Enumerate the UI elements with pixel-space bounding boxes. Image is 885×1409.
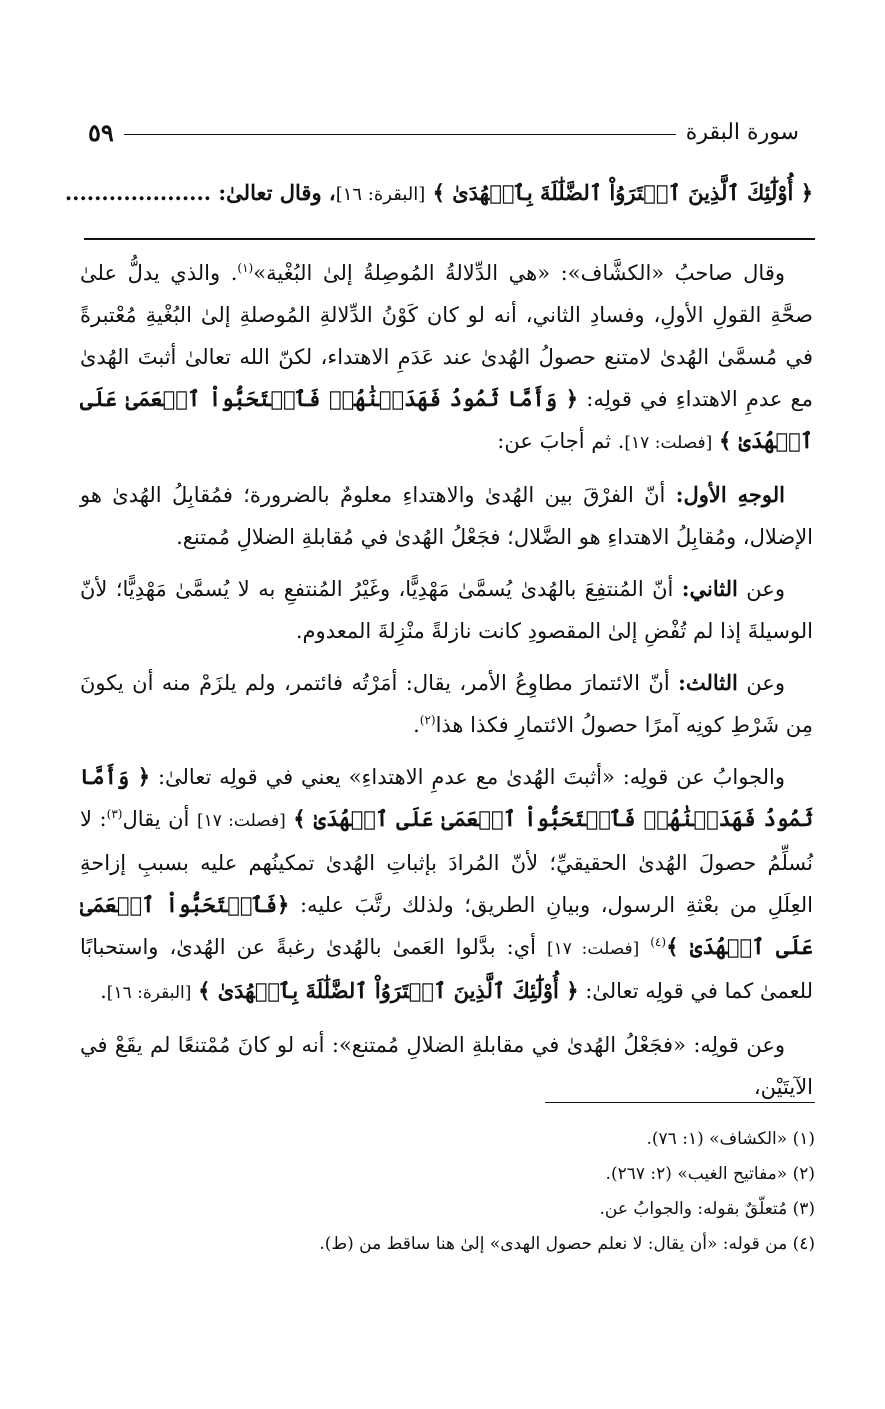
p3-text: أنّ المُنتفِعَ بالهُدىٰ يُسمَّىٰ مَهْدِيًّا، وغَيْرُ المُنتفعِ به لا يُسمَّىٰ مَهْدِيًّا؛ لأنّ الوسيلةَ إذا لم تُفْضِ إلىٰ المقصودِ كانت نازلةً منْزِلةَ المعدوم.	[80, 577, 813, 643]
header-dots: ....................	[64, 180, 212, 205]
p1-verse: ﴿ وَأَمَّا ثَمُودُ فَهَدَيۡنَٰهُمۡ فَٱسۡتَحَبُّواْ ٱلۡعَمَىٰ عَلَى ٱلۡهُدَىٰ ﴾	[80, 386, 813, 453]
p2-text: أنّ الفرْقَ بين الهُدىٰ والاهتداءِ معلومٌ بالضرورة؛ فمُقابِلُ الهُدىٰ هو الإضلال، ومُقابِلُ الاهتداءِ هو الضَّلال؛ فجَعْلُ الهُدىٰ في مُقابلةِ الضلالِ مُمتنع.	[80, 483, 813, 549]
footnote-rule	[545, 1102, 815, 1103]
paragraph-6	[80, 1024, 813, 1108]
p5-ref-2: [فصلت: ١٧]	[547, 939, 640, 959]
header-rule	[124, 134, 676, 135]
p4-text: أنّ الائتمارَ مطاوِعُ الأمر، يقال: أمَرْتُه فائتمر، ولم يلزَمْ منه أن يكونَ مِن شَرْطِ كونِه آمرًا حصولُ الائتمارِ فكذا هذا	[80, 671, 813, 737]
paragraph-5	[80, 756, 813, 1014]
footnote-2: (٢) «مفاتيح الغيب» (٢: ٢٦٧).	[605, 1164, 815, 1184]
footnote-ref-3: (٣)	[106, 807, 123, 821]
p1-text-b: . والذي يدلُّ علىٰ صحَّةِ القولِ الأولِ، وفسادِ الثاني، أنه لو كان كَوْنُ الدِّلالةِ المُوصلةِ إلىٰ البُغْيةِ مُعْتبرةً في مُسمَّىٰ الهُدىٰ لامتنع حصولُ الهُدىٰ عند عَدَمِ الاهتداء، لكنّ الله تعالىٰ أثبتَ الهُدىٰ مع عدمِ الاهتداءِ في قولِه:	[80, 261, 813, 411]
page-number: ٥٩	[88, 117, 114, 147]
p5-text-a: والجوابُ عن قولِه: «أثبتَ الهُدىٰ مع عدمِ الاهتداءِ» يعني في قولِه تعالىٰ:	[157, 765, 785, 789]
paragraph-4	[80, 662, 813, 746]
p5-verse-1: ﴿ وَأَمَّا ثَمُودُ فَهَدَيۡنَٰهُمۡ فَٱسۡتَحَبُّواْ ٱلۡعَمَىٰ عَلَى ٱلۡهُدَىٰ ﴾	[80, 764, 814, 831]
paragraph-3	[80, 568, 813, 652]
footnotes	[90, 1122, 815, 1262]
p6-text: وعن قولِه: «فجَعْلُ الهُدىٰ في مقابلةِ الضلالِ مُمتنع»: أنه لو كانَ مُمْتنعًا لم يقَعْ في الآيتَيْن،	[80, 1033, 813, 1099]
running-header	[88, 112, 799, 152]
p5-text-c: : لا نُسلِّمُ حصولَ الهُدىٰ الحقيقيِّ؛ لأنّ المُرادَ بإثباتِ الهُدىٰ تمكينُهم عليه بسببِ إزاحةِ العِلَلِ من بعْثةِ الرسول، وبيانِ الطريق؛ ولذلك رتَّبَ عليه:	[80, 807, 813, 917]
p5-verse-3: ﴿ أُوْلَٰٓئِكَ ٱلَّذِينَ ٱشۡتَرَوُاْ ٱلضَّلَٰلَةَ بِٱلۡهُدَىٰ ﴾	[198, 978, 579, 1003]
p5-ref-3: [البقرة: ١٦]	[106, 983, 192, 1003]
header-verse: ﴿ أُوْلَٰٓئِكَ ٱلَّذِينَ ٱشۡتَرَوُاْ ٱلضَّلَٰلَةَ بِٱلۡهُدَىٰ ﴾	[432, 180, 813, 205]
footnote-ref-1: (١)	[237, 261, 254, 275]
p5-end: .	[100, 979, 107, 1003]
footnote-ref-2: (٢)	[419, 713, 436, 727]
paragraph-2	[80, 474, 813, 558]
p5-ref-1: [فصلت: ١٧]	[196, 811, 286, 831]
p2-lead: الوجهِ الأول:	[675, 482, 785, 507]
footnote-1: (١) «الكشاف» (١: ٧٦).	[646, 1129, 815, 1149]
footnote-ref-4: (٤)	[650, 935, 667, 949]
header-verse-rest: ، وقال تعالىٰ:	[218, 180, 336, 205]
p3-lead: الثاني:	[681, 576, 738, 601]
p1-ref: [فصلت: ١٧]	[624, 433, 713, 453]
top-rule	[84, 238, 815, 240]
p1-text-c: . ثم أجابَ عن:	[497, 429, 625, 453]
footnote-4: (٤) من قوله: «أن يقال: لا نعلم حصول الهدى» إلىٰ هنا ساقط من (ط).	[319, 1234, 815, 1254]
footnote-3: (٣) مُتعلّقٌ بقوله: والجوابُ عن.	[599, 1199, 815, 1219]
p5-text-d: أي: بدَّلوا العَمىٰ بالهُدىٰ رغبةً عن الهُدىٰ، واستحبابًا للعمىٰ كما في قولِه تعالىٰ:	[80, 935, 813, 1003]
p3-pre: وعن	[746, 577, 785, 601]
header-verse-line	[64, 180, 813, 205]
main-text	[80, 252, 813, 1118]
paragraph-1	[80, 252, 813, 464]
p4-pre: وعن	[746, 671, 785, 695]
surah-title: سورة البقرة	[685, 119, 799, 145]
p4-lead: الثالث:	[678, 670, 738, 695]
p5-verse-2: ﴿فَٱسۡتَحَبُّواْ ٱلۡعَمَىٰ عَلَى ٱلۡهُدَىٰ ﴾	[80, 892, 813, 959]
p1-text-a: وقال صاحبُ «الكشَّاف»: «هي الدِّلالةُ المُوصِلةُ إلىٰ البُغْية»	[253, 261, 786, 285]
p5-text-b: أن يقال	[122, 807, 190, 831]
p4-end: .	[413, 713, 420, 737]
header-verse-ref: [البقرة: ١٦]	[335, 184, 426, 205]
